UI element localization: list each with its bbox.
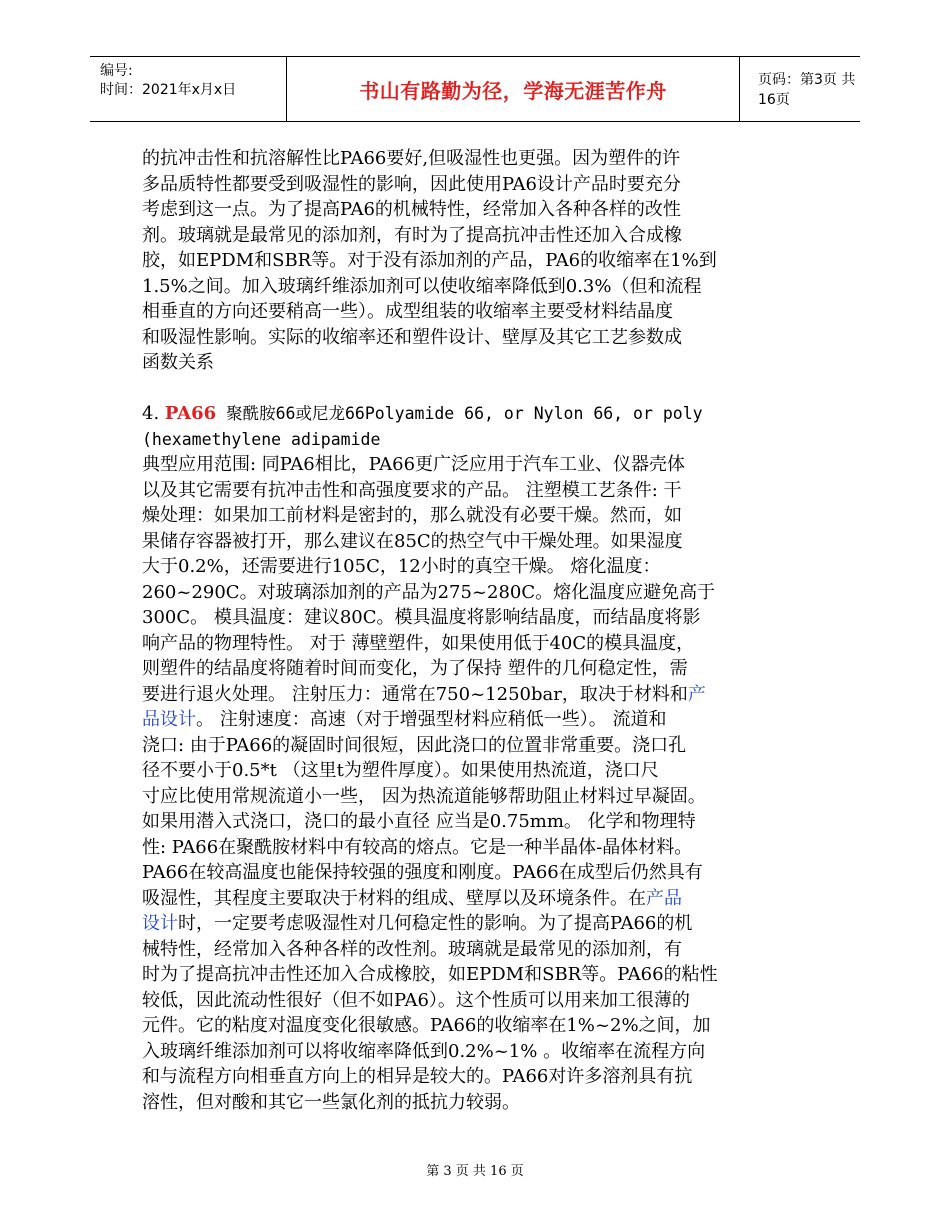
text-line: 相垂直的方向还要稍高一些）。成型组装的收缩率主要受材料结晶度 [142,301,673,322]
text-line: 考虑到这一点。为了提高PA6的机械特性，经常加入各种各样的改性 [142,199,681,220]
text-line: 元件。它的粘度对温度变化很敏感。PA66的收缩率在1%~2%之间，加 [142,1015,711,1036]
text-line-part: 要进行退火处理。 注射压力：通常在750~1250bar，取决于材料和 [142,683,688,705]
text-line: 械特性，经常加入各种各样的改性剂。玻璃就是最常见的添加剂，有 [142,938,682,960]
text-line: 时为了提高抗冲击性还加入合成橡胶，如EPDM和SBR等。PA66的粘性 [142,964,718,985]
text-line: 1.5%之间。加入玻璃纤维添加剂可以使收缩率降低到0.3%（但和流程 [142,275,702,297]
page-footer: 第 3 页 共 16 页 [426,1164,524,1179]
text-line: 如果用潜入式浇口，浇口的最小直径 应当是0.75mm。 化学和物理特 [142,811,696,832]
text-line: 300C。 模具温度：建议80C。模具温度将影响结晶度，而结晶度将影 [142,607,701,628]
product-design-link[interactable]: 品设计 [142,709,196,730]
text-line-part: 时，一定要考虑吸湿性对几何稳定性的影响。为了提高PA66的机 [178,913,693,934]
page-info: 页码：第3页 共16页 [758,72,856,108]
product-design-link[interactable]: 设计 [142,913,178,934]
time-label: 时间：2021年x月x日 [100,82,237,98]
text-line: 和吸湿性影响。实际的收缩率还和塑件设计、壁厚及其它工艺参数成 [142,326,682,348]
text-line: 入玻璃纤维添加剂可以将收缩率降低到0.2%~1% 。收缩率在流程方向 [142,1040,706,1062]
text-line: 较低，因此流动性很好（但不如PA6）。这个性质可以用来加工很薄的 [142,989,690,1011]
text-line: 胶，如EPDM和SBR等。对于没有添加剂的产品，PA6的收缩率在1%到 [142,250,717,271]
section-title: PA66 [164,403,217,424]
text-line: 寸应比使用常规流道小一些， 因为热流道能够帮助阻止材料过早凝固。 [142,785,706,807]
text-line-part: 吸湿性，其程度主要取决于材料的组成、壁厚以及环境条件。在 [142,887,646,909]
header-motto: 书山有路勤为径，学海无涯苦作舟 [359,78,667,103]
text-line: 果储存容器被打开，那么建议在85C的热空气中干燥处理。如果湿度 [142,530,683,552]
text-line: 的抗冲击性和抗溶解性比PA66要好,但吸湿性也更强。因为塑件的许 [142,148,681,169]
text-line: 则塑件的结晶度将随着时间而变化，为了保持 塑件的几何稳定性，需 [142,658,688,679]
text-line: PA66在较高温度也能保持较强的强度和刚度。PA66在成型后仍然具有 [142,862,703,883]
text-line [142,682,814,708]
section-pa66 [142,401,814,1115]
text-line [142,707,814,733]
page-header [90,56,860,122]
text-line: 剂。玻璃就是最常见的添加剂，有时为了提高抗冲击性还加入合成橡 [142,224,682,246]
text-line: 溶性，但对酸和其它一些氯化剂的抵抗力较弱。 [142,1091,520,1113]
text-line: 多品质特性都要受到吸湿性的影响，因此使用PA6设计产品时要充分 [142,173,681,195]
text-line: 大于0.2%，还需要进行105C，12小时的真空干燥。 熔化温度： [142,556,661,577]
product-design-link[interactable]: 产 [687,683,706,705]
product-design-link[interactable]: 产品 [646,887,682,909]
section-title-rest: 聚酰胺66或尼龙66Polyamide 66, or Nylon 66, or poly [216,404,703,423]
text-line-part: 。 注射速度：高速（对于增强型材料应稍低一些）。 流道和 [196,709,667,730]
header-divider [739,57,740,121]
number-label: 编号: [100,63,133,79]
document-body [142,146,814,1115]
section-heading-cont: (hexamethylene adipamide [142,429,381,449]
paragraph-pa6-end [142,146,814,376]
text-line: 函数关系 [142,352,214,373]
text-line [142,886,814,912]
header-meta [90,57,286,121]
section-number: 4. [142,403,160,424]
text-line: 性: PA66在聚酰胺材料中有较高的熔点。它是一种半晶体-晶体材料。 [142,836,693,858]
text-line: 浇口: 由于PA66的凝固时间很短，因此浇口的位置非常重要。浇口孔 [142,734,687,756]
text-line: 燥处理：如果加工前材料是密封的，那么就没有必要干燥。然而，如 [142,505,682,526]
text-line: 径不要小于0.5*t （这里t为塑件厚度）。如果使用热流道，浇口尺 [142,760,659,781]
text-line: 以及其它需要有抗冲击性和高强度要求的产品。 注塑模工艺条件: 干 [142,479,682,501]
text-line: 和与流程方向相垂直方向上的相异是较大的。PA66对许多溶剂具有抗 [142,1066,693,1087]
text-line: 响产品的物理特性。 对于 薄壁塑件，如果使用低于40C的模具温度， [142,632,695,654]
text-line: 典型应用范围: 同PA6相比，PA66更广泛应用于汽车工业、仪器壳体 [142,454,686,475]
section-heading [142,401,814,427]
text-line [142,911,814,937]
text-line: 260~290C。对玻璃添加剂的产品为275~280C。熔化温度应避免高于 [142,581,716,603]
